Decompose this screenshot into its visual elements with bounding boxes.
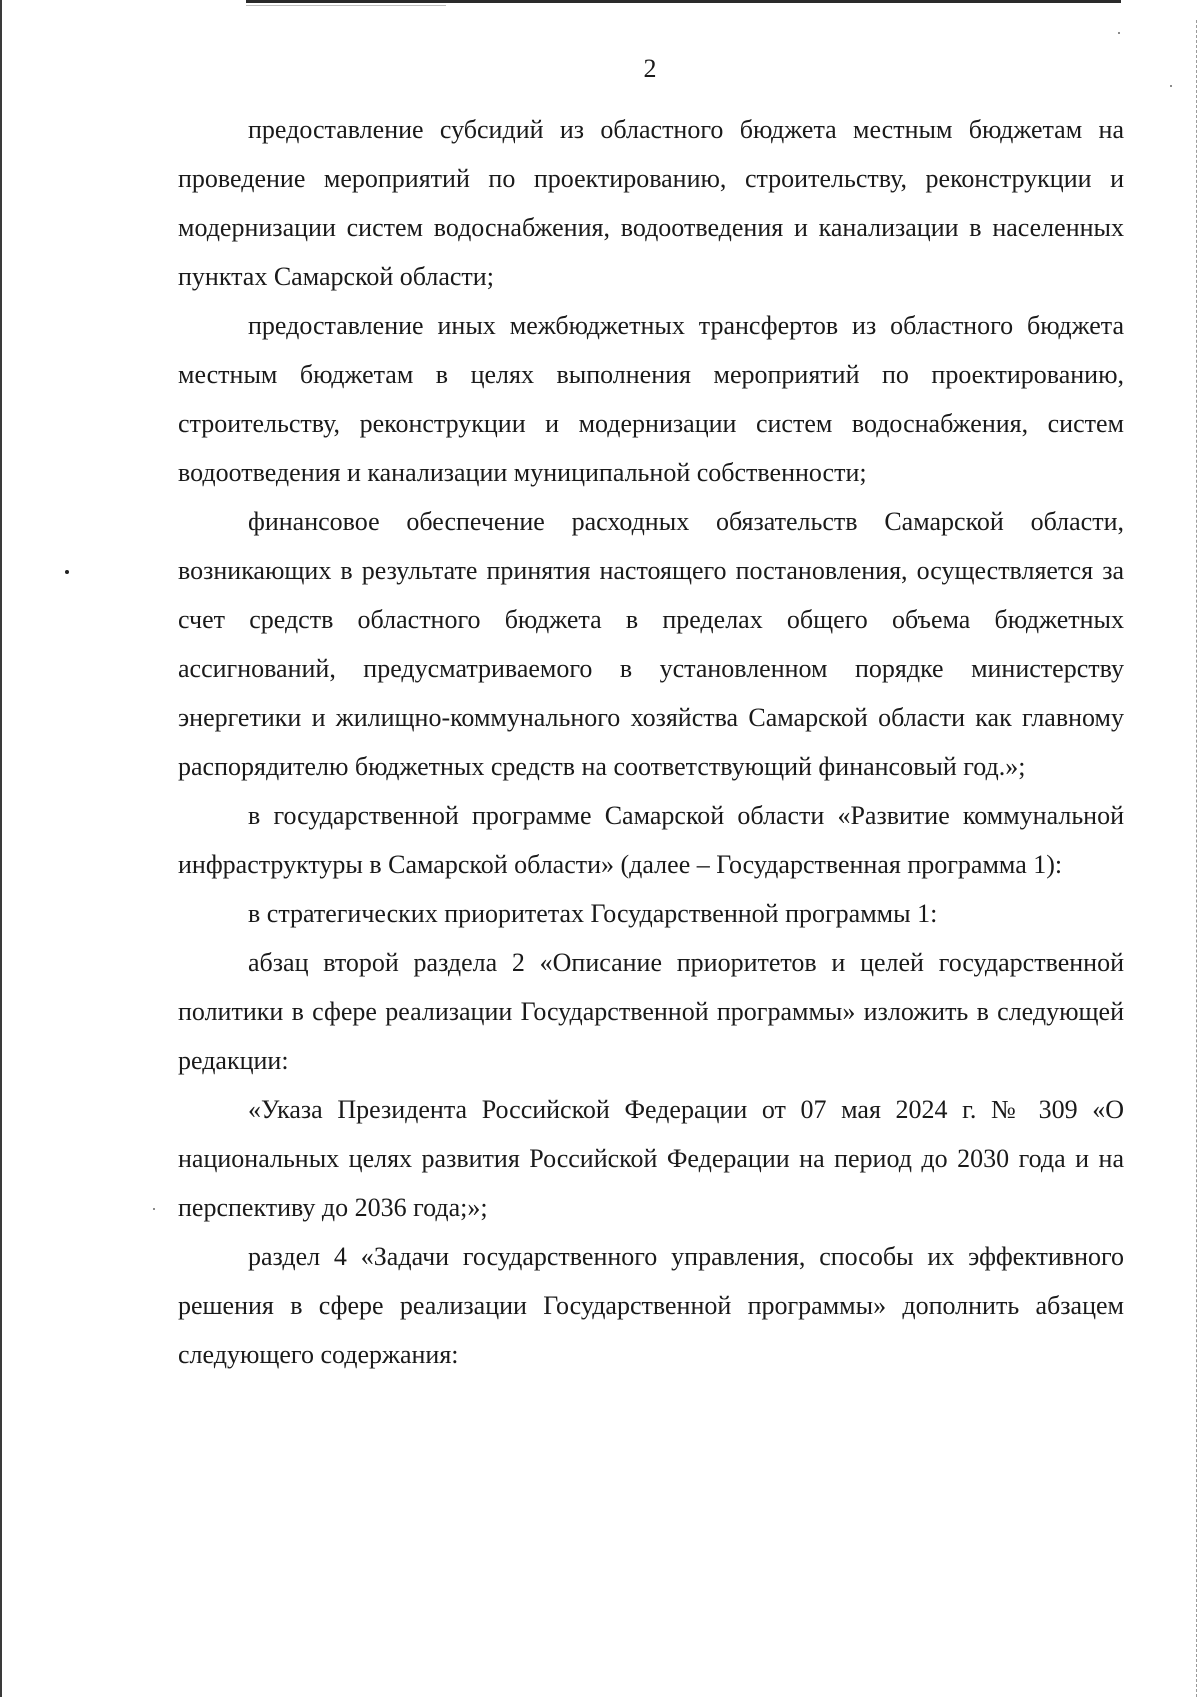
paragraph-strategic-priorities: в стратегических приоритетах Государственной программы 1: [248, 899, 938, 928]
top-border-thin-line [246, 5, 446, 6]
right-page-edge [1196, 20, 1198, 1697]
paragraph-section-2: абзац второй раздела 2 «Описание приоритетов и целей государственной политики в сфере реализации Государственной программы» изложить в следующей редакции: [178, 948, 1124, 1075]
scan-speck [1170, 85, 1172, 87]
left-page-edge [0, 0, 2, 1697]
page-number: 2 [643, 54, 657, 83]
paragraph-section-4: раздел 4 «Задачи государственного управления, способы их эффективного решения в сфере реализации Государственной программы» дополнить абзацем следующего содержания: [178, 1242, 1124, 1369]
paragraph-state-program: в государственной программе Самарской области «Развитие коммунальной инфраструктуры в Самарской области» (далее – Государственная программа 1): [178, 801, 1124, 879]
paragraph-transfers: предоставление иных межбюджетных трансфертов из областного бюджета местным бюджетам в целях выполнения мероприятий по проектированию, строительству, реконструкции и модернизации систем водоснабжения, систем водоотведения и канализации муниципальной собственности; [178, 311, 1124, 487]
top-border-line [246, 0, 1121, 3]
body-text [178, 105, 1124, 1379]
paragraph-decree: «Указа Президента Российской Федерации от 07 мая 2024 г. № 309 «О национальных целях развития Российской Федерации на период до 2030 года и на перспективу до 2036 года;»; [178, 1095, 1124, 1222]
paragraph-financing: финансовое обеспечение расходных обязательств Самарской области, возникающих в результате принятия настоящего постановления, осуществляется за счет средств областного бюджета в пределах общего объема бюджетных ассигнований, предусматриваемого в установленном порядке министерству энергетики и жилищно-коммунального хозяйства Самарской области как главному распорядителю бюджетных средств на соответствующий финансовый год.»; [178, 507, 1124, 781]
scan-speck [1118, 32, 1120, 34]
scan-speck [65, 570, 69, 574]
paragraph-subsidies: предоставление субсидий из областного бюджета местным бюджетам на проведение мероприятий по проектированию, строительству, реконструкции и модернизации систем водоснабжения, водоотведения и канализации в населенных пунктах Самарской области; [178, 115, 1124, 291]
scan-speck [153, 1208, 155, 1210]
